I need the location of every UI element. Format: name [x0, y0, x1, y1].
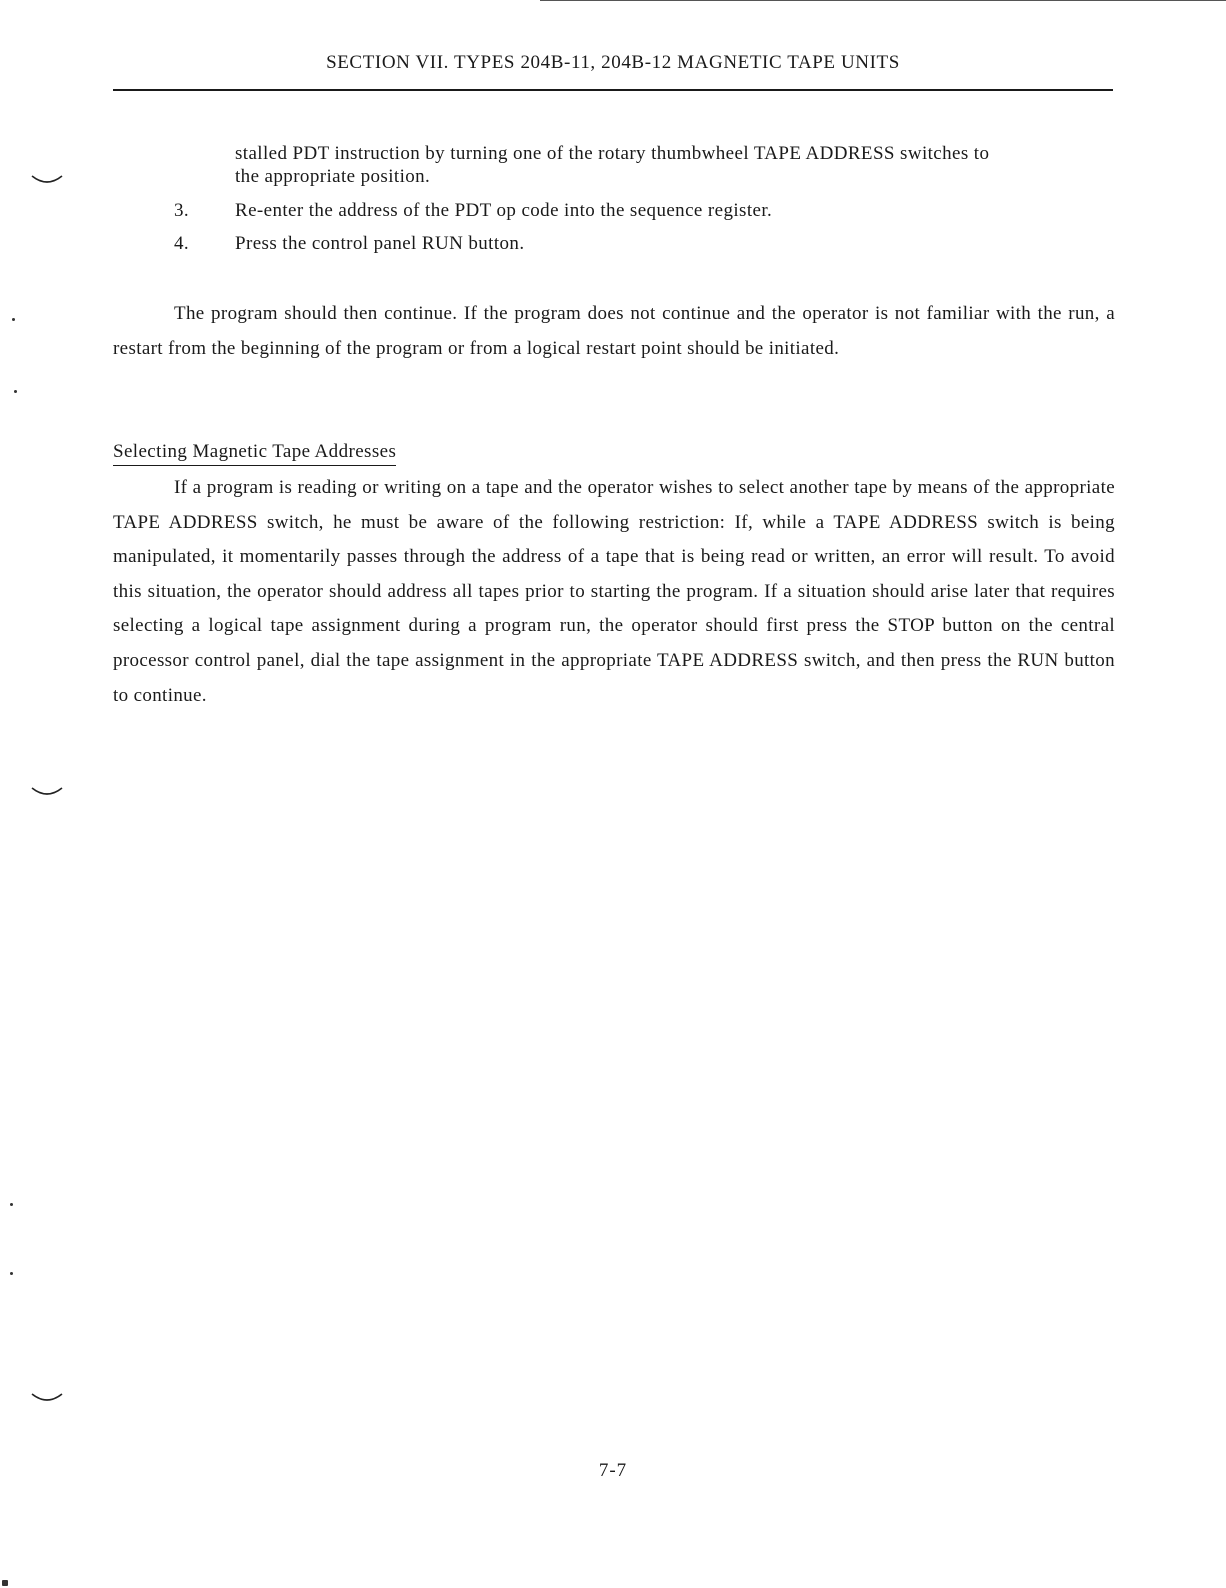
top-edge-rule	[540, 0, 1226, 1]
paragraph-program-continue: The program should then continue. If the program does not continue and the operator is not familiar with the run, a restart from the beginning of the program or from a logical restart point should be initiated.	[113, 303, 1115, 359]
page-header: SECTION VII. TYPES 204B-11, 204B-12 MAGNETIC TAPE UNITS	[326, 52, 900, 73]
scan-speck	[10, 1203, 13, 1206]
scan-speck	[12, 318, 15, 321]
continued-step-text: stalled PDT instruction by turning one of the rotary thumbwheel TAPE ADDRESS switches to the appropriate position.	[235, 143, 990, 187]
page-number: 7-7	[598, 1460, 628, 1481]
step-4	[174, 233, 524, 255]
binder-hole-mark-middle	[30, 784, 64, 800]
step-number: 4.	[174, 233, 190, 254]
binder-hole-mark-bottom	[30, 1390, 64, 1406]
binder-hole-mark-top	[30, 172, 64, 188]
paragraph-tape-addresses: If a program is reading or writing on a tape and the operator wishes to select another tape by means of the appropriate TAPE ADDRESS switch, he must be aware of the following restriction: If, while a TAPE ADDRESS switch is being manipulated, it momentarily passes through the address of a tape that is being read or written, an error will result. To avoid this situation, the operator should address all tapes prior to starting the program. If a situation should arise later that requires selecting a logical tape assignment during a program run, the operator should first press the STOP button on the central processor control panel, dial the tape assignment in the appropriate TAPE ADDRESS switch, and then press the RUN button to continue.	[113, 477, 1115, 706]
step-text: Re-enter the address of the PDT op code into the sequence register.	[235, 200, 773, 221]
scan-speck	[14, 390, 17, 393]
step-text: Press the control panel RUN button.	[235, 233, 525, 254]
step-number: 3.	[174, 200, 190, 221]
header-rule	[113, 89, 1113, 91]
step-3	[174, 200, 772, 222]
scan-speck	[2, 1580, 8, 1586]
scan-speck	[10, 1272, 13, 1275]
section-heading: Selecting Magnetic Tape Addresses	[113, 441, 396, 466]
